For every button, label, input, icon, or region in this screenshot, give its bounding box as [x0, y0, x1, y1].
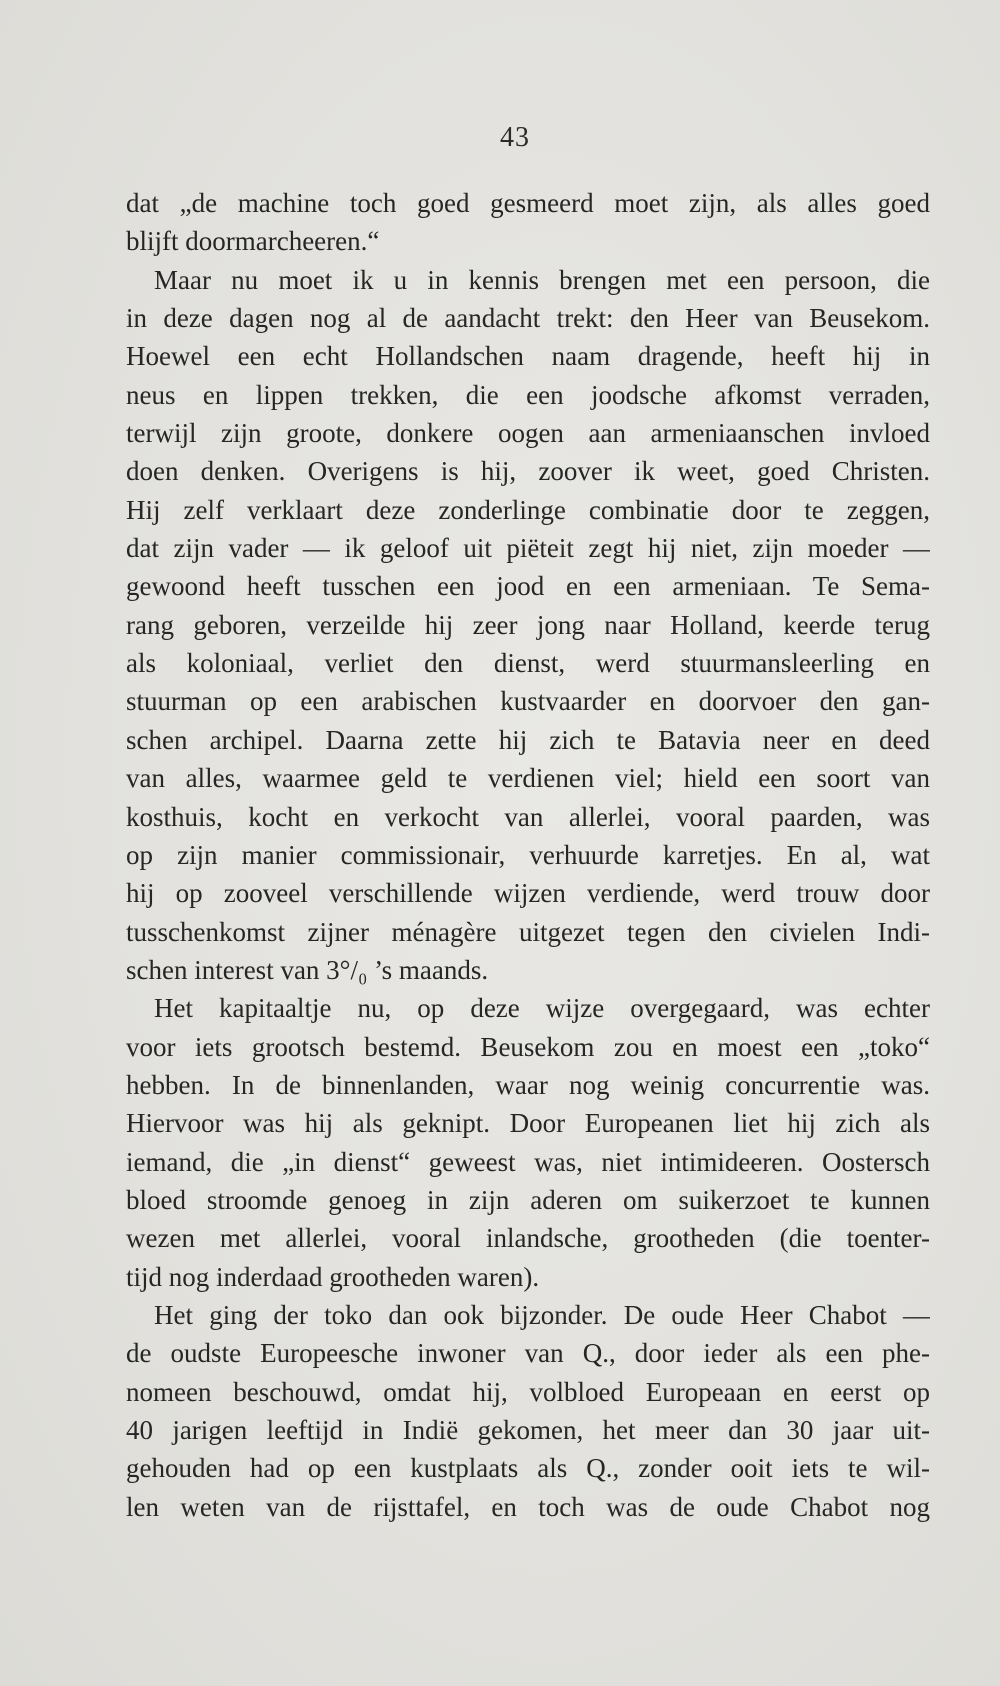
text-line: de oudste Europeesche inwoner van Q., door ieder als een phe-	[126, 1338, 930, 1369]
text-line: schen interest van 3°/₀ ’s maands.	[126, 954, 489, 985]
text-line: bloed stroomde genoeg in zijn aderen om suikerzoet te kunnen	[126, 1184, 930, 1215]
text-line: stuurman op een arabischen kustvaarder en doorvoer den gan-	[126, 686, 930, 717]
text-line: Hoewel een echt Hollandschen naam dragende, heeft hij in	[126, 341, 930, 372]
body-text	[126, 184, 930, 1526]
text-line: hebben. In de binnenlanden, waar nog weinig concurrentie was.	[126, 1069, 930, 1100]
text-line: Het kapitaaltje nu, op deze wijze overgegaard, was echter	[154, 993, 930, 1024]
text-line: kosthuis, kocht en verkocht van allerlei, vooral paarden, was	[126, 801, 930, 832]
text-line: dat zijn vader — ik geloof uit piëteit zegt hij niet, zijn moeder —	[126, 533, 930, 564]
text-line: doen denken. Overigens is hij, zoover ik weet, goed Christen.	[126, 456, 930, 487]
page-number: 43	[500, 122, 530, 153]
text-line: rang geboren, verzeilde hij zeer jong naar Holland, keerde terug	[126, 609, 930, 640]
text-line: nomeen beschouwd, omdat hij, volbloed Europeaan en eerst op	[126, 1376, 930, 1407]
text-line: gewoond heeft tusschen een jood en een armeniaan. Te Sema-	[126, 571, 930, 602]
text-line: neus en lippen trekken, die een joodsche afkomst verraden,	[126, 379, 930, 410]
text-line: 40 jarigen leeftijd in Indië gekomen, het meer dan 30 jaar uit-	[126, 1415, 930, 1445]
text-line: op zijn manier commissionair, verhuurde karretjes. En al, wat	[126, 839, 930, 870]
text-line: in deze dagen nog al de aandacht trekt: den Heer van Beusekom.	[126, 303, 930, 334]
text-line: wezen met allerlei, vooral inlandsche, grootheden (die toenter-	[126, 1223, 930, 1254]
text-line: iemand, die „in dienst“ geweest was, niet intimideeren. Oostersch	[126, 1146, 930, 1177]
text-line: len weten van de rijsttafel, en toch was de oude Chabot nog	[126, 1491, 930, 1522]
text-line: Maar nu moet ik u in kennis brengen met een persoon, die	[154, 264, 930, 295]
text-line: van alles, waarmee geld te verdienen viel; hield een soort van	[126, 763, 930, 794]
text-line: tijd nog inderdaad grootheden waren).	[126, 1261, 540, 1292]
text-line: gehouden had op een kustplaats als Q., zonder ooit iets te wil-	[126, 1453, 930, 1484]
text-line: Hiervoor was hij als geknipt. Door Europeanen liet hij zich als	[126, 1108, 930, 1139]
text-line: blijft doormarcheeren.“	[126, 226, 380, 257]
text-line: schen archipel. Daarna zette hij zich te Batavia neer en deed	[126, 724, 930, 755]
text-line: hij op zooveel verschillende wijzen verdiende, werd trouw door	[126, 878, 930, 909]
text-line: als koloniaal, verliet den dienst, werd stuurmansleerling en	[126, 648, 930, 679]
text-line: voor iets grootsch bestemd. Beusekom zou en moest een „toko“	[126, 1031, 930, 1062]
text-line: tusschenkomst zijner ménagère uitgezet tegen den civielen Indi-	[126, 916, 930, 947]
text-line: terwijl zijn groote, donkere oogen aan armeniaanschen invloed	[126, 418, 930, 449]
text-line: dat „de machine toch goed gesmeerd moet zijn, als alles goed	[126, 188, 930, 218]
text-line: Hij zelf verklaart deze zonderlinge combinatie door te zeggen,	[126, 494, 930, 525]
text-line: Het ging der toko dan ook bijzonder. De oude Heer Chabot —	[154, 1299, 930, 1330]
